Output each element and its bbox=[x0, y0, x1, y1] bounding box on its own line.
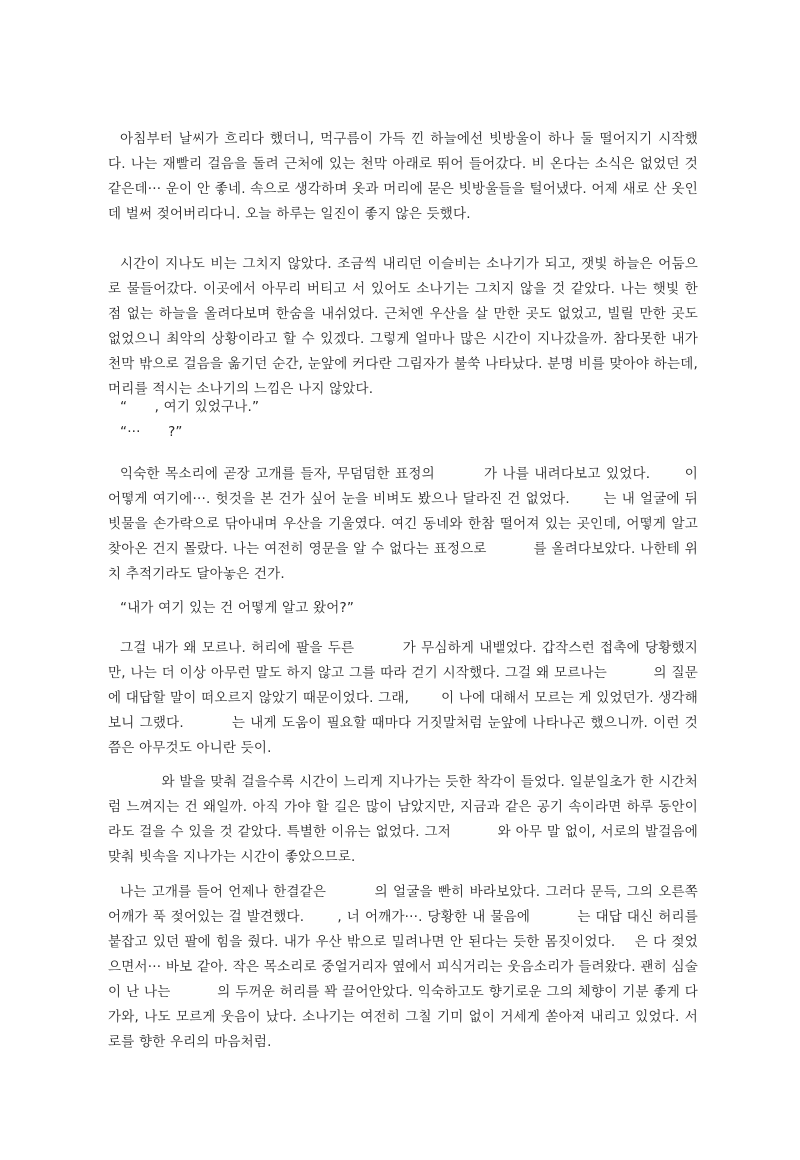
dialogue-line-3: “내가 여기 있는 건 어떻게 알고 왔어?” bbox=[120, 600, 355, 616]
paragraph-4-block bbox=[108, 636, 698, 761]
dialogue-block-1 bbox=[108, 395, 698, 445]
paragraph-1: 아침부터 날씨가 흐리다 했더니, 먹구름이 가득 낀 하늘에선 빗방울이 하나 둘 떨어지기 시작했다. 나는 재빨리 걸음을 돌려 근처에 있는 천막 아래로 뛰어 들어갔다. 비 온다는 소식은 없었던 것 같은데··· 운이 안 좋네. 속으로 생각하며 옷과 머리에 묻은 빗방울들을 털어냈다. 어제 새로 산 옷인데 벌써 젖어버리다니. 오늘 하루는 일진이 좋지 않은 듯했다. bbox=[108, 131, 698, 222]
paragraph-2-block bbox=[108, 252, 698, 402]
paragraph-6: 나는 고개를 들어 언제나 한결같은 의 얼굴을 빤히 바라보았다. 그러다 문득, 그의 오른쪽 어깨가 푹 젖어있는 걸 발견했다. , 너 어깨가···. 당황한 내 물음에 는 대답 대신 허리를 붙잡고 있던 팔에 힘을 줬다. 내가 우산 밖으로 밀려나면 안 된다는 듯한 몸짓이었다. 은 다 젖었으면서··· 바보 같아. 작은 목소리로 중얼거리자 옆에서 피식거리는 웃음소리가 들려왔다. 괜히 심술이 난 나는 의 두꺼운 허리를 꽉 끌어안았다. 익숙하고도 향기로운 그의 체향이 기분 좋게 다가와, 나도 모르게 웃음이 났다. 소나기는 여전히 그칠 기미 없이 거세게 쏟아져 내리고 있었다. 서로를 향한 우리의 마음처럼. bbox=[108, 884, 698, 1050]
paragraph-5: 와 발을 맞춰 걸을수록 시간이 느리게 지나가는 듯한 착각이 들었다. 일분일초가 한 시간처럼 느껴지는 건 왜일까. 아직 가야 할 길은 많이 남았지만, 지금과 같은 공기 속이라면 하루 동안이라도 걸을 수 있을 것 같았다. 특별한 이유는 없었다. 그저 와 아무 말 없이, 서로의 발걸음에 맞춰 빗속을 지나가는 시간이 좋았으므로. bbox=[108, 774, 698, 865]
paragraph-2: 시간이 지나도 비는 그치지 않았다. 조금씩 내리던 이슬비는 소나기가 되고, 잿빛 하늘은 어둠으로 물들어갔다. 이곳에서 아무리 버티고 서 있어도 소나기는 그치지 않을 것 같았다. 나는 햇빛 한 점 없는 하늘을 올려다보며 한숨을 내쉬었다. 근처엔 우산을 살 만한 곳도 없었고, 빌릴 만한 곳도 없었으니 최악의 상황이라고 할 수 있겠다. 그렇게 얼마나 많은 시간이 지나갔을까. 참다못한 내가 천막 밖으로 걸음을 옮기던 순간, 눈앞에 커다란 그림자가 불쑥 나타났다. 분명 비를 맞아야 하는데, 머리를 적시는 소나기의 느낌은 나지 않았다. bbox=[108, 256, 698, 397]
dialogue-line-2: “··· ?” bbox=[120, 424, 183, 440]
dialogue-line-1: “ , 여기 있었구나.” bbox=[120, 399, 260, 415]
paragraph-4: 그걸 내가 왜 모르나. 허리에 팔을 두른 가 무심하게 내뱉었다. 갑작스런 접촉에 당황했지만, 나는 더 이상 아무런 말도 하지 않고 그를 따라 걷기 시작했다. 그걸 왜 모르나는 의 질문에 대답할 말이 떠오르지 않았기 때문이었다. 그래, 이 나에 대해서 모르는 게 있었던가. 생각해 보니 그랬다. 는 내게 도움이 필요할 때마다 거짓말처럼 눈앞에 나타나곤 했으니까. 이런 것쯤은 아무것도 아니란 듯이. bbox=[108, 640, 698, 756]
paragraph-3-block bbox=[108, 462, 698, 587]
paragraph-3: 익숙한 목소리에 곧장 고개를 들자, 무덤덤한 표정의 가 나를 내려다보고 있었다. 이 어떻게 여기에···. 헛것을 본 건가 싶어 눈을 비벼도 봤으나 달라진 건 없었다. 는 내 얼굴에 뒤 빗물을 손가락으로 닦아내며 우산을 기울였다. 여긴 동네와 한참 떨어져 있는 곳인데, 어떻게 알고 찾아온 건지 몰랐다. 나는 여전히 영문을 알 수 없다는 표정으로 를 올려다보았다. 나한테 위치 추적기라도 달아놓은 건가. bbox=[108, 466, 698, 582]
paragraph-6-block bbox=[108, 880, 698, 1055]
dialogue-block-2 bbox=[108, 596, 698, 621]
paragraph-5-block bbox=[108, 770, 698, 870]
paragraph-1-block bbox=[108, 127, 698, 227]
